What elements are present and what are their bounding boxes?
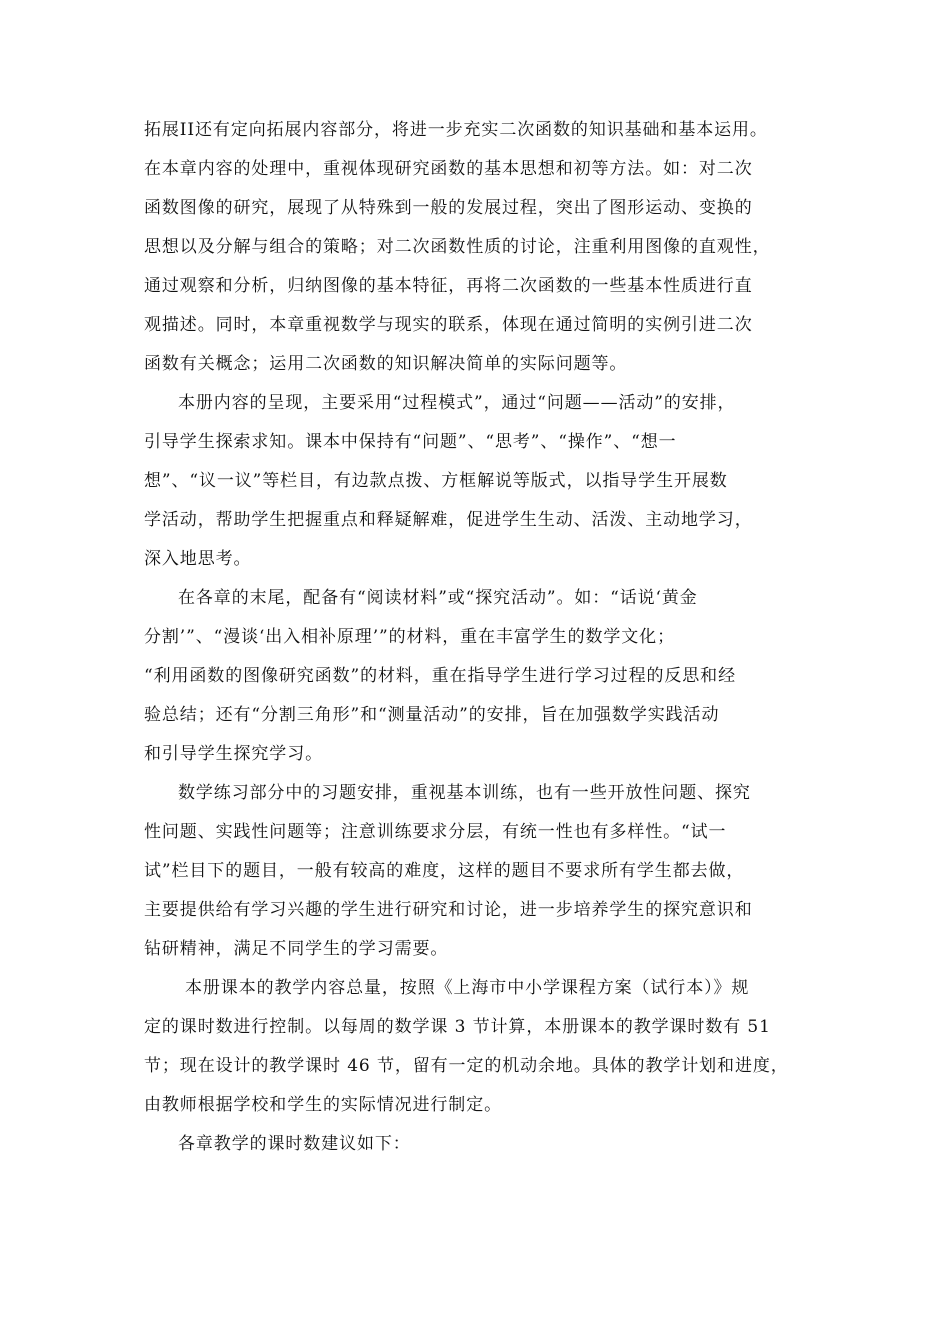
text-line: 通过观察和分析，归纳图像的基本特征，再将二次函数的一些基本性质进行直	[144, 276, 753, 296]
text-line: 想”、“议一议”等栏目，有边款点拨、方框解说等版式，以指导学生开展数	[144, 471, 728, 491]
text-line: 性问题、实践性问题等；注意训练要求分层，有统一性也有多样性。“试一	[144, 822, 727, 842]
text-line: “利用函数的图像研究函数”的材料，重在指导学生进行学习过程的反思和经	[144, 666, 736, 686]
paragraph-start-line: 各章教学的课时数建议如下：	[178, 1134, 411, 1154]
paragraph-start-line: 本册课本的教学内容总量，按照《上海市中小学课程方案（试行本）》规	[185, 978, 750, 998]
text-line: 分割’”、“漫谈‘出入相补原理’”的材料，重在丰富学生的数学文化；	[144, 627, 675, 647]
paragraph-start-line: 在各章的末尾，配备有“阅读材料”或“探究活动”。如：“话说‘黄金	[178, 588, 698, 608]
text-line: 由教师根据学校和学生的实际情况进行制定。	[144, 1095, 502, 1115]
text-line: 学活动，帮助学生把握重点和释疑解难，促进学生生动、活泼、主动地学习，	[144, 510, 753, 530]
text-line: 拓展II还有定向拓展内容部分，将进一步充实二次函数的知识基础和基本运用。	[144, 120, 768, 140]
text-line: 定的课时数进行控制。以每周的数学课 3 节计算，本册课本的教学课时数有 51	[144, 1017, 771, 1037]
text-line: 验总结；还有“分割三角形”和“测量活动”的安排，旨在加强数学实践活动	[144, 705, 720, 725]
text-line: 在本章内容的处理中，重视体现研究函数的基本思想和初等方法。如：对二次	[144, 159, 753, 179]
paragraph-start-line: 本册内容的呈现，主要采用“过程模式”，通过“问题——活动”的安排，	[178, 393, 736, 413]
text-line: 引导学生探索求知。课本中保持有“问题”、“思考”、“操作”、“想一	[144, 432, 677, 452]
text-line: 思想以及分解与组合的策略；对二次函数性质的讨论，注重利用图像的直观性，	[144, 237, 771, 257]
text-line: 钻研精神，满足不同学生的学习需要。	[144, 939, 449, 959]
text-line: 函数有关概念；运用二次函数的知识解决简单的实际问题等。	[144, 354, 628, 374]
text-line: 观描述。同时，本章重视数学与现实的联系，体现在通过简明的实例引进二次	[144, 315, 753, 335]
text-line: 函数图像的研究，展现了从特殊到一般的发展过程，突出了图形运动、变换的	[144, 198, 753, 218]
text-line: 试”栏目下的题目，一般有较高的难度，这样的题目不要求所有学生都去做，	[144, 861, 745, 881]
paragraph-start-line: 数学练习部分中的习题安排，重视基本训练，也有一些开放性问题、探究	[178, 783, 751, 803]
text-line: 主要提供给有学习兴趣的学生进行研究和讨论，进一步培养学生的探究意识和	[144, 900, 753, 920]
text-line: 深入地思考。	[144, 549, 252, 569]
text-line: 和引导学生探究学习。	[144, 744, 323, 764]
text-line: 节；现在设计的教学课时 46 节，留有一定的机动余地。具体的教学计划和进度，	[144, 1056, 789, 1076]
